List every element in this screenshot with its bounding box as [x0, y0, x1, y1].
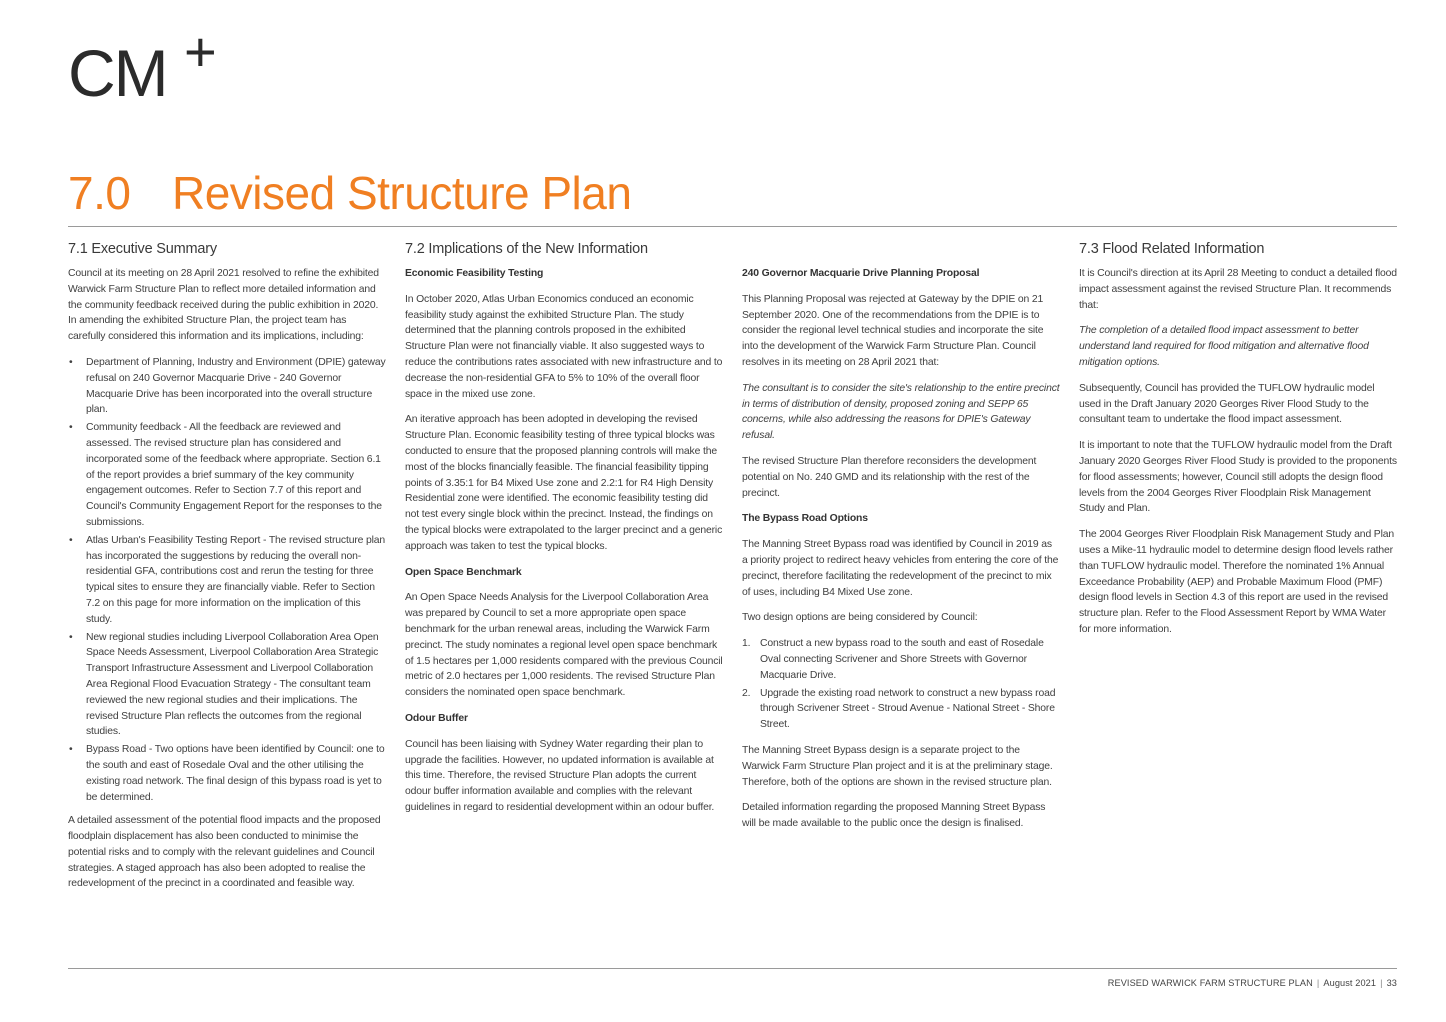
- bypass-paragraph: Two design options are being considered by Council:: [742, 612, 978, 624]
- flood-paragraph: It is important to note that the TUFLOW hydraulic model from the Draft January 2020 Georges River Flood Study is provided to the proponents for flood assessments; however, Council still adopts the design flood levels from the 2004 Georges River Floodplain Risk Management Study and Plan.: [1079, 440, 1397, 515]
- implications-column: [405, 240, 723, 826]
- flood-quote: The completion of a detailed flood impact assessment to better understand land required for flood mitigation and alternative flood mitigation options.: [1079, 325, 1369, 368]
- page-number: 33: [1386, 978, 1397, 988]
- section-title: Revised Structure Plan: [172, 167, 632, 219]
- exec-summary-heading: 7.1 Executive Summary: [68, 241, 217, 257]
- flood-paragraph: Subsequently, Council has provided the TUFLOW hydraulic model used in the Draft January 2020 Georges River Flood Study to the consultant team to undertake the flood impact assessment.: [1079, 382, 1375, 426]
- page-title: [68, 166, 631, 220]
- odour-heading: Odour Buffer: [405, 712, 468, 724]
- bypass-paragraph: The Manning Street Bypass road was identified by Council in 2019 as a priority project to redirect heavy vehicles from entering the core of the precinct, therefore facilitating the redevelopment of the precinct to mix of uses, including B4 Mixed Use zone.: [742, 539, 1059, 598]
- executive-summary-column: [68, 240, 386, 902]
- section-number: 7.0: [68, 167, 131, 219]
- bypass-paragraph: The Manning Street Bypass design is a separate project to the Warwick Farm Structure Plan project and it is at the preliminary stage. Therefore, both of the options are shown in the revised structure plan.: [742, 744, 1053, 788]
- cm-plus-logo: [68, 20, 217, 110]
- page-footer: REVISED WARWICK FARM STRUCTURE PLAN | August 2021 | 33: [1107, 978, 1397, 988]
- bottom-divider: [68, 968, 1397, 969]
- list-item: 1. Construct a new bypass road to the south and east of Rosedale Oval connecting Scrivener and Shore Streets with Governor Macquarie Drive.: [742, 638, 1044, 681]
- exec-summary-closing: A detailed assessment of the potential flood impacts and the proposed floodplain displacement has also been conducted to minimise the potential risks and to comply with the relevant guidelines and Council strategies. A staged approach has also been adopted to realise the redevelopment of the precinct in a coordinated and feasible way.: [68, 815, 381, 890]
- gmd-quote: The consultant is to consider the site's relationship to the entire precinct in terms of distribution of density, proposed zoning and SEPP 65 concerns, while also addressing the reasons for DPIE's Gateway refusal.: [742, 382, 1060, 442]
- economic-paragraph: An iterative approach has been adopted in developing the revised Structure Plan. Economic feasibility testing of three typical blocks was conducted to ensure that the proposed planning controls will make the most of the blocks financially feasible. The financial feasibility tipping points of 3.35:1 for B4 Mixed Use zone and 2.2:1 for R4 High Density Residential zone were identified. The economic feasibility testing did not test every single block within the precinct. Instead, the findings on the typical blocks were extrapolated to the larger precinct and a generic approach was taken to test the typical blocks.: [405, 414, 723, 552]
- footer-date: August 2021: [1323, 978, 1377, 988]
- open-space-heading: Open Space Benchmark: [405, 566, 522, 578]
- list-item: • Community feedback - All the feedback are reviewed and assessed. The revised structure plan has considered and incorporated some of the feedback where appropriate. Section 6.1 of the report provides a brief summary of the key community engagement outcomes. Refer to Section 7.7 of this report and Council's Community Engagement Report for the responses to the submissions.: [68, 420, 386, 531]
- list-item: • New regional studies including Liverpool Collaboration Area Open Space Needs Assessment, Liverpool Collaboration Area Strategic Transport Infrastructure Assessment and Liverpool Collaboration Area Regional Flood Evacuation Strategy - The consultant team reviewed the new regional studies and their implications. The revised Structure Plan reflects the outcomes from the regional studies.: [68, 630, 386, 741]
- top-divider: [68, 226, 1397, 227]
- flood-paragraph: It is Council's direction at its April 28 Meeting to conduct a detailed flood impact assessment against the revised Structure Plan. It recommends that:: [1079, 268, 1397, 311]
- logo-plus: +: [184, 20, 217, 83]
- list-item: • Bypass Road - Two options have been identified by Council: one to the south and east of Rosedale Oval and the other utilising the existing road network. The final design of this bypass road is yet to be determined.: [68, 742, 386, 805]
- flood-paragraph: The 2004 Georges River Floodplain Risk Management Study and Plan uses a Mike-11 hydraulic model to determine design flood levels rather than TUFLOW hydraulic model. Therefore the nominated 1% Annual Exceedance Probability (AEP) and Probable Maximum Flood (PMF) design flood levels in Section 4.3 of this report are used in the revised structure plan. Refer to the Flood Assessment Report by WMA Water for more information.: [1079, 529, 1395, 635]
- flood-column: [1079, 240, 1397, 648]
- bypass-heading: The Bypass Road Options: [742, 513, 868, 525]
- exec-summary-bullets: [68, 355, 386, 805]
- list-item: • Atlas Urban's Feasibility Testing Report - The revised structure plan has incorporated the suggestions by reducing the overall non-residential GFA, contributions cost and rerun the testing for three typical sites to ensure they are financially viable. Refer to Section 7.2 on this page for more information on the implication of this study.: [68, 533, 386, 628]
- exec-summary-intro: Council at its meeting on 28 April 2021 resolved to refine the exhibited Warwick Farm Structure Plan to reflect more detailed information and the community feedback received during the public exhibition in 2020. In amending the exhibited Structure Plan, the project team has carefully considered this information and its implications, including:: [68, 268, 379, 343]
- bypass-options-list: [742, 636, 1060, 733]
- list-item: 2. Upgrade the existing road network to construct a new bypass road through Scrivener Street - Stroud Avenue - National Street - Shore Street.: [742, 687, 1056, 731]
- logo-text: CM: [68, 36, 167, 110]
- gmd-heading: 240 Governor Macquarie Drive Planning Proposal: [742, 268, 980, 279]
- list-item: • Department of Planning, Industry and Environment (DPIE) gateway refusal on 240 Governor Macquarie Drive - 240 Governor Macquarie Drive has been incorporated into the overall structure plan.: [68, 355, 386, 418]
- gmd-paragraph: This Planning Proposal was rejected at Gateway by the DPIE on 21 September 2020. One of the recommendations from the DPIE is to consider the regional level technical studies and incorporate the site into the development of the Warwick Farm Structure Plan. Council resolves in its meeting on 28 April 2021 that:: [742, 293, 1044, 368]
- footer-doc-title: REVISED WARWICK FARM STRUCTURE PLAN: [1107, 978, 1313, 988]
- bypass-paragraph: Detailed information regarding the proposed Manning Street Bypass will be made available to the public once the design is finalised.: [742, 802, 1046, 830]
- flood-heading: 7.3 Flood Related Information: [1079, 241, 1265, 257]
- odour-paragraph: Council has been liaising with Sydney Water regarding their plan to upgrade the facilities. However, no updated information is available at this time. Therefore, the revised Structure Plan adopts the current odour buffer information available and complies with the relevant guidelines in regard to residential development within an odour buffer.: [405, 738, 715, 813]
- economic-paragraph: In October 2020, Atlas Urban Economics conduced an economic feasibility study against the exhibited Structure Plan. The study determined that the planning controls proposed in the exhibited Structure Plan were not financially viable. It also suggested ways to reduce the contributions rates associated with new infrastructure and to decrease the non-residential GFA to 5% to 10% of the overall floor space in the mixed use zone.: [405, 293, 723, 400]
- open-space-paragraph: An Open Space Needs Analysis for the Liverpool Collaboration Area was prepared by Council to set a more appropriate open space benchmark for the urban renewal areas, including the Warwick Farm precinct. The study nominates a regional level open space benchmark of 1.5 hectares per 1,000 residents compared with the previous Council metric of 2.0 hectares per 1,000 residents. The revised Structure Plan considers the nominated open space benchmark.: [405, 592, 723, 699]
- gmd-paragraph: The revised Structure Plan therefore reconsiders the development potential on No. 240 GMD and its relationship with the rest of the precinct.: [742, 455, 1037, 499]
- economic-heading: Economic Feasibility Testing: [405, 268, 544, 279]
- implications-heading: 7.2 Implications of the New Information: [405, 241, 648, 257]
- implications-column-continued: [742, 240, 1060, 842]
